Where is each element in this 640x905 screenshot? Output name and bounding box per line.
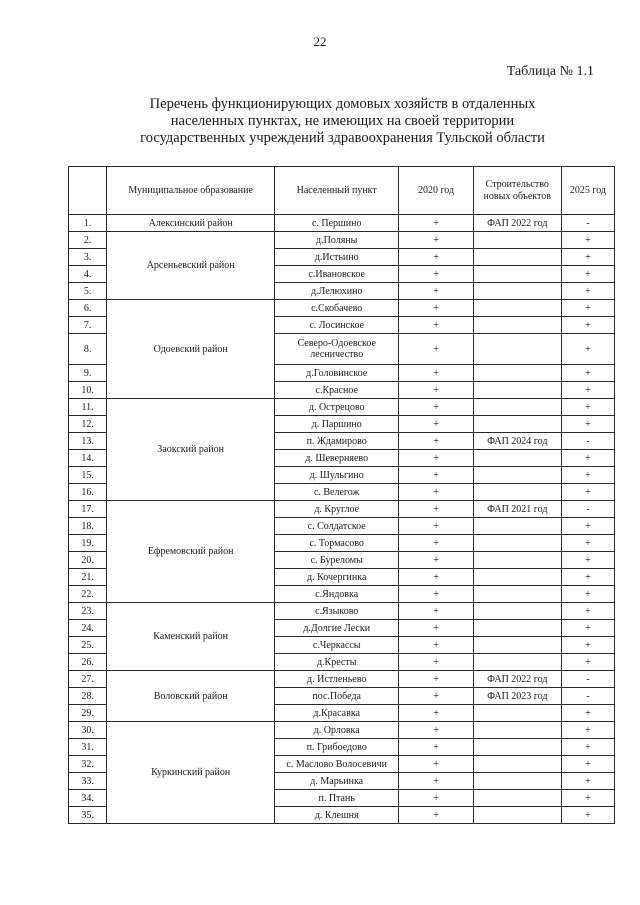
construction-cell (473, 484, 561, 501)
row-number: 22. (69, 586, 107, 603)
construction-cell (473, 317, 561, 334)
row-number: 17. (69, 501, 107, 518)
year-2020-cell: + (399, 317, 473, 334)
year-2025-cell: + (561, 450, 614, 467)
settlement-cell: с.Ивановское (275, 266, 399, 283)
table-header-row (69, 167, 615, 215)
year-2020-cell: + (399, 637, 473, 654)
construction-cell (473, 756, 561, 773)
header-settlement: Населенный пункт (275, 167, 399, 215)
year-2020-cell: + (399, 433, 473, 450)
row-number: 11. (69, 399, 107, 416)
settlement-cell: д. Паршино (275, 416, 399, 433)
year-2025-cell: + (561, 283, 614, 300)
row-number: 30. (69, 722, 107, 739)
year-2020-cell: + (399, 416, 473, 433)
year-2020-cell: + (399, 552, 473, 569)
settlement-cell: с. Буреломы (275, 552, 399, 569)
table-row (69, 501, 615, 518)
year-2020-cell: + (399, 620, 473, 637)
row-number: 9. (69, 365, 107, 382)
construction-cell (473, 807, 561, 824)
year-2020-cell: + (399, 654, 473, 671)
row-number: 21. (69, 569, 107, 586)
settlement-cell: с. Маслово Волосевичи (275, 756, 399, 773)
construction-cell (473, 283, 561, 300)
table-row (69, 722, 615, 739)
settlement-cell: д. Клешня (275, 807, 399, 824)
header-municipality: Муниципальное образование (107, 167, 275, 215)
year-2025-cell: - (561, 501, 614, 518)
year-2025-cell: - (561, 688, 614, 705)
municipality-cell: Воловский район (107, 671, 275, 722)
year-2025-cell: + (561, 654, 614, 671)
year-2025-cell: + (561, 232, 614, 249)
row-number: 10. (69, 382, 107, 399)
year-2020-cell: + (399, 232, 473, 249)
construction-cell (473, 365, 561, 382)
header-construction: Строительство новых объектов (473, 167, 561, 215)
settlement-cell: с. Велегож (275, 484, 399, 501)
header-number (69, 167, 107, 215)
year-2020-cell: + (399, 705, 473, 722)
settlement-cell: д. Шульгино (275, 467, 399, 484)
settlement-cell: с. Першино (275, 215, 399, 232)
year-2025-cell: + (561, 637, 614, 654)
year-2025-cell: + (561, 722, 614, 739)
row-number: 20. (69, 552, 107, 569)
construction-cell (473, 637, 561, 654)
municipality-cell: Алексинский район (107, 215, 275, 232)
year-2020-cell: + (399, 399, 473, 416)
row-number: 5. (69, 283, 107, 300)
settlement-cell: с.Яндовка (275, 586, 399, 603)
settlement-cell: д.Красавка (275, 705, 399, 722)
settlement-cell: д.Поляны (275, 232, 399, 249)
year-2025-cell: + (561, 603, 614, 620)
year-2020-cell: + (399, 334, 473, 365)
year-2020-cell: + (399, 586, 473, 603)
construction-cell: ФАП 2023 год (473, 688, 561, 705)
table-label: Таблица № 1.1 (506, 64, 594, 79)
row-number: 26. (69, 654, 107, 671)
row-number: 31. (69, 739, 107, 756)
construction-cell (473, 382, 561, 399)
year-2025-cell: + (561, 790, 614, 807)
year-2020-cell: + (399, 569, 473, 586)
document-title (70, 96, 615, 147)
settlement-cell: д.Долгие Лески (275, 620, 399, 637)
year-2025-cell: + (561, 569, 614, 586)
row-number: 28. (69, 688, 107, 705)
row-number: 34. (69, 790, 107, 807)
year-2020-cell: + (399, 300, 473, 317)
table-row (69, 603, 615, 620)
construction-cell (473, 586, 561, 603)
settlement-cell: п. Птань (275, 790, 399, 807)
table-row (69, 232, 615, 249)
construction-cell (473, 266, 561, 283)
municipality-cell: Одоевский район (107, 300, 275, 399)
row-number: 16. (69, 484, 107, 501)
row-number: 18. (69, 518, 107, 535)
year-2025-cell: + (561, 399, 614, 416)
row-number: 15. (69, 467, 107, 484)
year-2025-cell: + (561, 249, 614, 266)
year-2020-cell: + (399, 790, 473, 807)
settlement-cell: пос.Победа (275, 688, 399, 705)
construction-cell: ФАП 2024 год (473, 433, 561, 450)
table-body (69, 215, 615, 824)
year-2025-cell: + (561, 382, 614, 399)
year-2025-cell: + (561, 535, 614, 552)
table-row (69, 300, 615, 317)
year-2025-cell: + (561, 300, 614, 317)
construction-cell (473, 790, 561, 807)
municipality-cell: Заокский район (107, 399, 275, 501)
row-number: 8. (69, 334, 107, 365)
construction-cell (473, 722, 561, 739)
year-2020-cell: + (399, 365, 473, 382)
row-number: 4. (69, 266, 107, 283)
year-2025-cell: + (561, 586, 614, 603)
table-row (69, 215, 615, 232)
row-number: 3. (69, 249, 107, 266)
year-2025-cell: + (561, 620, 614, 637)
settlement-cell: с. Тормасово (275, 535, 399, 552)
row-number: 32. (69, 756, 107, 773)
year-2020-cell: + (399, 450, 473, 467)
construction-cell: ФАП 2022 год (473, 215, 561, 232)
year-2020-cell: + (399, 773, 473, 790)
construction-cell (473, 399, 561, 416)
year-2020-cell: + (399, 603, 473, 620)
year-2020-cell: + (399, 518, 473, 535)
year-2020-cell: + (399, 382, 473, 399)
year-2020-cell: + (399, 807, 473, 824)
year-2025-cell: + (561, 807, 614, 824)
year-2020-cell: + (399, 756, 473, 773)
settlement-cell: с. Лосинское (275, 317, 399, 334)
year-2020-cell: + (399, 484, 473, 501)
settlement-cell: д.Головинское (275, 365, 399, 382)
construction-cell (473, 450, 561, 467)
construction-cell: ФАП 2021 год (473, 501, 561, 518)
year-2020-cell: + (399, 722, 473, 739)
year-2025-cell: + (561, 334, 614, 365)
municipality-cell: Каменский район (107, 603, 275, 671)
settlement-cell: д. Острецово (275, 399, 399, 416)
row-number: 33. (69, 773, 107, 790)
row-number: 19. (69, 535, 107, 552)
year-2020-cell: + (399, 671, 473, 688)
year-2020-cell: + (399, 266, 473, 283)
year-2025-cell: + (561, 317, 614, 334)
settlement-cell: д. Марьинка (275, 773, 399, 790)
settlements-table (68, 166, 615, 824)
year-2025-cell: - (561, 433, 614, 450)
construction-cell (473, 249, 561, 266)
year-2025-cell: + (561, 518, 614, 535)
row-number: 6. (69, 300, 107, 317)
construction-cell (473, 620, 561, 637)
construction-cell (473, 705, 561, 722)
settlement-cell: п. Ждамирово (275, 433, 399, 450)
construction-cell (473, 467, 561, 484)
row-number: 29. (69, 705, 107, 722)
year-2020-cell: + (399, 215, 473, 232)
year-2025-cell: + (561, 773, 614, 790)
settlement-cell: п. Грибоедово (275, 739, 399, 756)
settlement-cell: д.Кресты (275, 654, 399, 671)
year-2020-cell: + (399, 535, 473, 552)
row-number: 13. (69, 433, 107, 450)
row-number: 1. (69, 215, 107, 232)
settlement-cell: д. Истленьево (275, 671, 399, 688)
year-2020-cell: + (399, 467, 473, 484)
construction-cell (473, 232, 561, 249)
construction-cell (473, 739, 561, 756)
construction-cell (473, 518, 561, 535)
settlement-cell: с.Черкассы (275, 637, 399, 654)
year-2025-cell: - (561, 671, 614, 688)
construction-cell (473, 535, 561, 552)
title-line: населенных пунктах, не имеющих на своей территории (170, 113, 515, 129)
year-2025-cell: + (561, 705, 614, 722)
year-2025-cell: + (561, 266, 614, 283)
settlement-cell: д.Лелюхино (275, 283, 399, 300)
row-number: 27. (69, 671, 107, 688)
settlement-cell: д. Круглое (275, 501, 399, 518)
municipality-cell: Ефремовский район (107, 501, 275, 603)
row-number: 25. (69, 637, 107, 654)
settlement-cell: д. Кочергинка (275, 569, 399, 586)
year-2020-cell: + (399, 283, 473, 300)
page-number: 22 (313, 34, 327, 49)
row-number: 14. (69, 450, 107, 467)
municipality-cell: Арсеньевский район (107, 232, 275, 300)
settlement-cell: д.Истьино (275, 249, 399, 266)
construction-cell: ФАП 2022 год (473, 671, 561, 688)
construction-cell (473, 334, 561, 365)
construction-cell (473, 773, 561, 790)
construction-cell (473, 569, 561, 586)
row-number: 35. (69, 807, 107, 824)
settlement-cell: с. Солдатское (275, 518, 399, 535)
row-number: 24. (69, 620, 107, 637)
construction-cell (473, 603, 561, 620)
construction-cell (473, 552, 561, 569)
settlement-cell: с.Языково (275, 603, 399, 620)
row-number: 7. (69, 317, 107, 334)
year-2020-cell: + (399, 249, 473, 266)
title-line: Перечень функционирующих домовых хозяйств в отдаленных (149, 96, 536, 112)
year-2025-cell: + (561, 739, 614, 756)
settlement-cell: д. Орловка (275, 722, 399, 739)
year-2025-cell: + (561, 365, 614, 382)
table-row (69, 671, 615, 688)
year-2025-cell: + (561, 416, 614, 433)
table-row (69, 399, 615, 416)
year-2020-cell: + (399, 739, 473, 756)
construction-cell (473, 654, 561, 671)
municipality-cell: Куркинский район (107, 722, 275, 824)
row-number: 2. (69, 232, 107, 249)
row-number: 12. (69, 416, 107, 433)
settlement-cell: с.Скобачево (275, 300, 399, 317)
year-2025-cell: + (561, 552, 614, 569)
title-line: государственных учреждений здравоохранения Тульской области (140, 130, 545, 146)
row-number: 23. (69, 603, 107, 620)
construction-cell (473, 300, 561, 317)
settlement-cell: Северо-Одоевское лесничество (275, 334, 399, 365)
settlement-cell: д. Шеверняево (275, 450, 399, 467)
construction-cell (473, 416, 561, 433)
year-2025-cell: + (561, 467, 614, 484)
year-2025-cell: + (561, 756, 614, 773)
year-2020-cell: + (399, 501, 473, 518)
year-2020-cell: + (399, 688, 473, 705)
year-2025-cell: + (561, 484, 614, 501)
settlement-cell: с.Красное (275, 382, 399, 399)
header-year-2020: 2020 год (399, 167, 473, 215)
header-year-2025: 2025 год (561, 167, 614, 215)
year-2025-cell: - (561, 215, 614, 232)
